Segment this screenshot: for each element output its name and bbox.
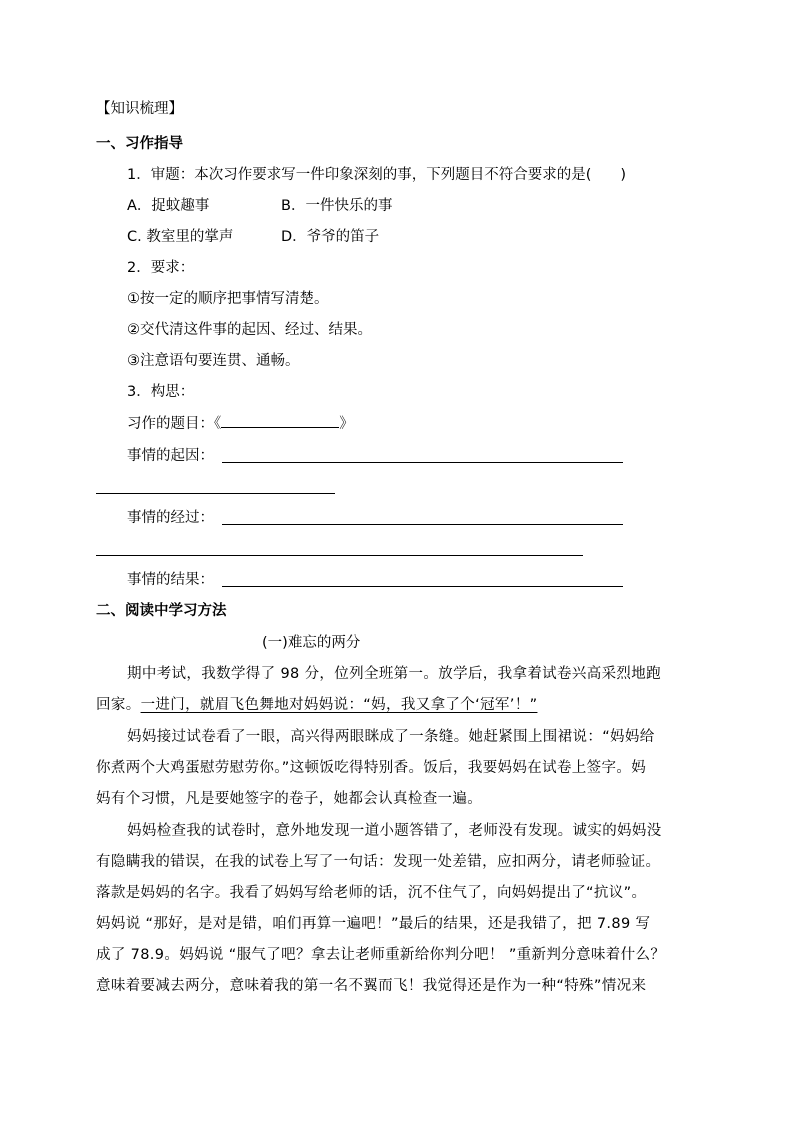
- article-line-8: 落款是妈妈的名字。我看了妈妈写给老师的话，沉不住气了，向妈妈提出了“抗议”。: [96, 885, 647, 901]
- q2-label: 2．要求：: [127, 260, 195, 276]
- section-heading: 【知识梳理】: [96, 101, 183, 117]
- article-line-11: 意味着要减去两分，意味着我的第一名不翼而飞！我觉得还是作为一种“特殊”情况来: [96, 978, 647, 994]
- q1-option-a: A．捉蚊趣事: [127, 198, 210, 214]
- q1-option-b: B．一件快乐的事: [281, 198, 393, 214]
- q1-option-d: D．爷爷的笛子: [281, 229, 380, 245]
- article-line-1: 期中考试，我数学得了 98 分，位列全班第一。放学后，我拿着试卷兴高采烈地跑: [127, 666, 661, 682]
- q3-label: 3．构思：: [127, 384, 195, 400]
- article-line-7: 有隐瞒我的错误，在我的试卷上写了一句话：发现一处差错，应扣两分，请老师验证。: [96, 854, 661, 870]
- q2-requirement-2: ②交代清这件事的起因、经过、结果。: [127, 322, 372, 338]
- underlined-sentence: 一进门，就眉飞色舞地对妈妈说：“妈，我又拿了个‘冠军’！”: [140, 697, 538, 713]
- process-blank-line-2[interactable]: [96, 555, 583, 556]
- q2-requirement-3: ③注意语句要连贯、通畅。: [127, 353, 300, 369]
- cause-blank-line-1[interactable]: [222, 462, 623, 463]
- part1-title: 一、习作指导: [96, 136, 183, 152]
- essay-title-blank[interactable]: [221, 413, 339, 428]
- process-blank-line-1[interactable]: [222, 524, 623, 525]
- q1-stem: 1．审题：本次习作要求写一件印象深刻的事，下列题目不符合要求的是( ): [127, 167, 627, 183]
- part2-title: 二、阅读中学习方法: [96, 603, 227, 619]
- result-blank-line[interactable]: [222, 586, 623, 587]
- article-line-6: 妈妈检查我的试卷时，意外地发现一道小题答错了，老师没有发现。诚实的妈妈没: [127, 823, 662, 839]
- article-line-9: 妈妈说 “那好，是对是错，咱们再算一遍吧！”最后的结果，还是我错了，把 7.89 写: [96, 916, 651, 932]
- article-line-10: 成了 78.9。妈妈说 “服气了吧？拿去让老师重新给你判分吧！ ”重新判分意味着什么？: [96, 947, 666, 963]
- cause-blank-line-2[interactable]: [96, 493, 335, 494]
- article-line-3: 妈妈接过试卷看了一眼，高兴得两眼眯成了一条缝。她赶紧围上围裙说：“妈妈给: [127, 729, 655, 745]
- essay-title-label: 习作的题目：: [127, 416, 214, 432]
- q2-requirement-1: ①按一定的顺序把事情写清楚。: [127, 291, 329, 307]
- cause-label: 事情的起因：: [127, 448, 214, 464]
- result-label: 事情的结果：: [127, 572, 214, 588]
- article-line-2: [96, 695, 537, 715]
- q1-option-c: C. 教室里的掌声: [127, 229, 234, 245]
- article-title: (一)难忘的两分: [262, 635, 361, 651]
- essay-title-row: [127, 413, 354, 434]
- article-line-2-text: 回家。: [96, 697, 141, 713]
- process-label: 事情的经过：: [127, 510, 214, 526]
- title-close-bracket: 》: [339, 416, 354, 432]
- article-line-5: 妈有个习惯，凡是要她签字的卷子，她都会认真检查一遍。: [96, 791, 483, 807]
- title-open-bracket: 《: [214, 416, 222, 432]
- article-line-4: 你煮两个大鸡蛋慰劳慰劳你。”这顿饭吃得特别香。饭后，我要妈妈在试卷上签字。妈: [96, 760, 647, 776]
